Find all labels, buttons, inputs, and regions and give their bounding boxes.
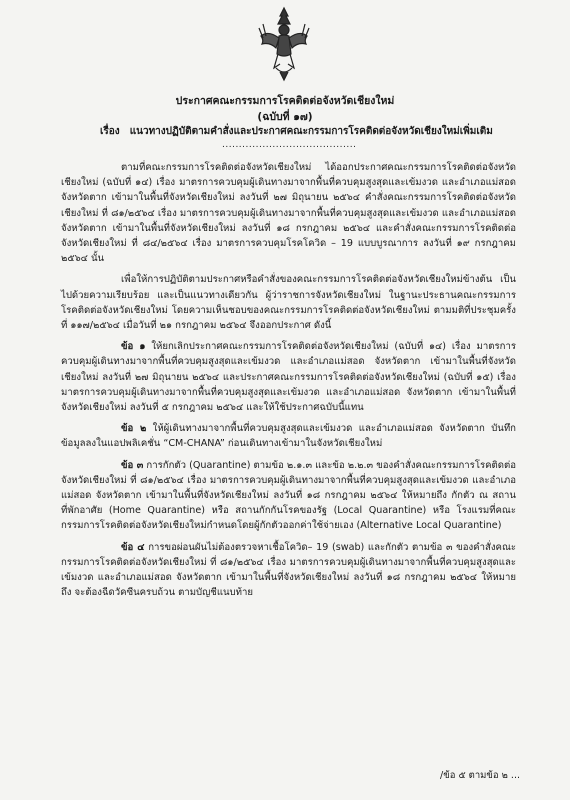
- clause-text: การกักตัว (Quarantine) ตามข้อ ๒.๑.๓ และข้อ ๒.๒.๓ ของคำสั่งคณะกรรมการโรคติดต่อจังหวัดเชียงใหม่ ที่ ๘๑/๒๕๖๔ เรื่อง มาตรการควบคุมผู้เดินทางมาจากพื้นที่ควบคุมสูงสุดและเข้มงวด และอำเภอแม่สอด จังหวัดตาก เข้ามาในพื้นที่จังหวัดเชียงใหม่ ลงวันที่ ๑๘ กรกฎาคม ๒๕๖๔ ให้หมายถึง กักตัว ณ สถานที่พักอาศัย (Home Quarantine) หรือ สถานกักกันโรคของรัฐ (Local Quarantine) หรือ โรงแรมที่คณะกรรมการโรคติดต่อจังหวัดเชียงใหม่กำหนดโดยผู้กักตัวออกค่าใช้จ่ายเอง (Alternative Local Quarantine): [61, 459, 516, 532]
- document-body: [61, 160, 516, 606]
- clause-3: [61, 458, 516, 534]
- clause-text: ให้ยกเลิกประกาศคณะกรรมการโรคติดต่อจังหวัดเชียงใหม่ (ฉบับที่ ๑๔) เรื่อง มาตรการควบคุมผู้เดินทางมาจากพื้นที่ควบคุมสูงสุดและเข้มงวด และอำเภอแม่สอด จังหวัดตาก เข้ามาในพื้นที่จังหวัดเชียงใหม่ ลงวันที่ ๒๗ มิถุนายน ๒๕๖๔ และประกาศคณะกรรมการโรคติดต่อจังหวัดเชียงใหม่ (ฉบับที่ ๑๕) เรื่อง มาตรการควบคุมผู้เดินทางมาจากพื้นที่ควบคุมสูงสุดและเข้มงวด และอำเภอแม่สอด จังหวัดตาก เข้ามาในพื้นที่จังหวัดเชียงใหม่ ลงวันที่ ๕ กรกฎาคม ๒๕๖๔ และให้ใช้ประกาศฉบับนี้แทน: [61, 341, 516, 414]
- subject-label: เรื่อง: [100, 126, 120, 137]
- clause-1: [61, 339, 516, 415]
- announcement-issue-number: (ฉบับที่ ๑๗): [257, 111, 313, 123]
- paragraph-purpose: [61, 272, 516, 333]
- clause-number: ข้อ ๓: [121, 459, 144, 471]
- subject-text: แนวทางปฏิบัติตามคำสั่งและประกาศคณะกรรมการโรคติดต่อจังหวัดเชียงใหม่เพิ่มเติม: [129, 126, 493, 137]
- garuda-emblem-icon: [258, 6, 310, 82]
- clause-2: [61, 421, 516, 451]
- clause-text: ให้ผู้เดินทางมาจากพื้นที่ควบคุมสูงสุดและเข้มงวด และอำเภอแม่สอด จังหวัดตาก บันทึกข้อมูลลงในแอปพลิเคชั่น “CM-CHANA” ก่อนเดินทางเข้ามาในจังหวัดเชียงใหม่: [61, 423, 516, 450]
- continuation-note: /ข้อ ๕ ตามข้อ ๒ ...: [440, 770, 520, 781]
- subject-line: [100, 124, 520, 139]
- paragraph-text: เพื่อให้การปฏิบัติตามประกาศหรือคำสั่งของคณะกรรมการโรคติดต่อจังหวัดเชียงใหม่ข้างต้น เป็นไปด้วยความเรียบร้อย และเป็นแนวทางเดียวกัน ผู้ว่าราชการจังหวัดเชียงใหม่ ในฐานะประธานคณะกรรมการโรคติดต่อจังหวัดเชียงใหม่ โดยความเห็นชอบของคณะกรรมการโรคติดต่อจังหวัดเชียงใหม่ ตามมติที่ประชุมครั้งที่ ๑๑๗/๒๕๖๔ เมื่อวันที่ ๒๑ กรกฎาคม ๒๕๖๔ จึงออกประกาศ ดังนี้: [61, 274, 516, 332]
- paragraph-text: ตามที่คณะกรรมการโรคติดต่อจังหวัดเชียงใหม่ ได้ออกประกาศคณะกรรมการโรคติดต่อจังหวัดเชียงใหม่ (ฉบับที่ ๑๔) เรื่อง มาตรการควบคุมผู้เดินทางมาจากพื้นที่ควบคุมสูงสุดและเข้มงวด และอำเภอแม่สอด จังหวัดตาก เข้ามาในพื้นที่จังหวัดเชียงใหม่ ลงวันที่ ๒๗ มิถุนายน ๒๕๖๔ คำสั่งคณะกรรมการโรคติดต่อจังหวัดเชียงใหม่ ที่ ๘๑/๒๕๖๔ เรื่อง มาตรการควบคุมผู้เดินทางมาจากพื้นที่ควบคุมสูงสุดและเข้มงวด และอำเภอแม่สอด จังหวัดตาก เข้ามาในพื้นที่จังหวัดเชียงใหม่ ลงวันที่ ๑๘ กรกฎาคม ๒๕๖๔ และคำสั่งคณะกรรมการโรคติดต่อจังหวัดเชียงใหม่ ที่ ๘๔/๒๕๖๔ เรื่อง มาตรการควบคุมโรคโควิด – 19 แบบบูรณาการ ลงวันที่ ๑๙ กรกฎาคม ๒๕๖๔ นั้น: [61, 162, 516, 265]
- separator-dots: ........................................: [222, 140, 357, 150]
- clause-4: [61, 540, 516, 601]
- clause-number: ข้อ ๔: [121, 541, 145, 553]
- announcement-title: ประกาศคณะกรรมการโรคติดต่อจังหวัดเชียงใหม่: [175, 95, 395, 107]
- paragraph-preamble: [61, 160, 516, 266]
- clause-number: ข้อ ๑: [121, 341, 146, 353]
- clause-number: ข้อ ๒: [121, 423, 147, 435]
- clause-text: การขอผ่อนผันไม่ต้องตรวจหาเชื้อโควิด– 19 (swab) และกักตัว ตามข้อ ๓ ของคำสั่งคณะกรรมการโรคติดต่อจังหวัดเชียงใหม่ ที่ ๘๑/๒๕๖๔ เรื่อง มาตรการควบคุมผู้เดินทางมาจากพื้นที่ควบคุมสูงสุดและเข้มงวด และอำเภอแม่สอด จังหวัดตาก เข้ามาในพื้นที่จังหวัดเชียงใหม่ ลงวันที่ ๑๘ กรกฎาคม ๒๕๖๔ ให้หมายถึง จะต้องฉีดวัคซีนครบถ้วน ตามบัญชีแนบท้าย: [61, 541, 516, 599]
